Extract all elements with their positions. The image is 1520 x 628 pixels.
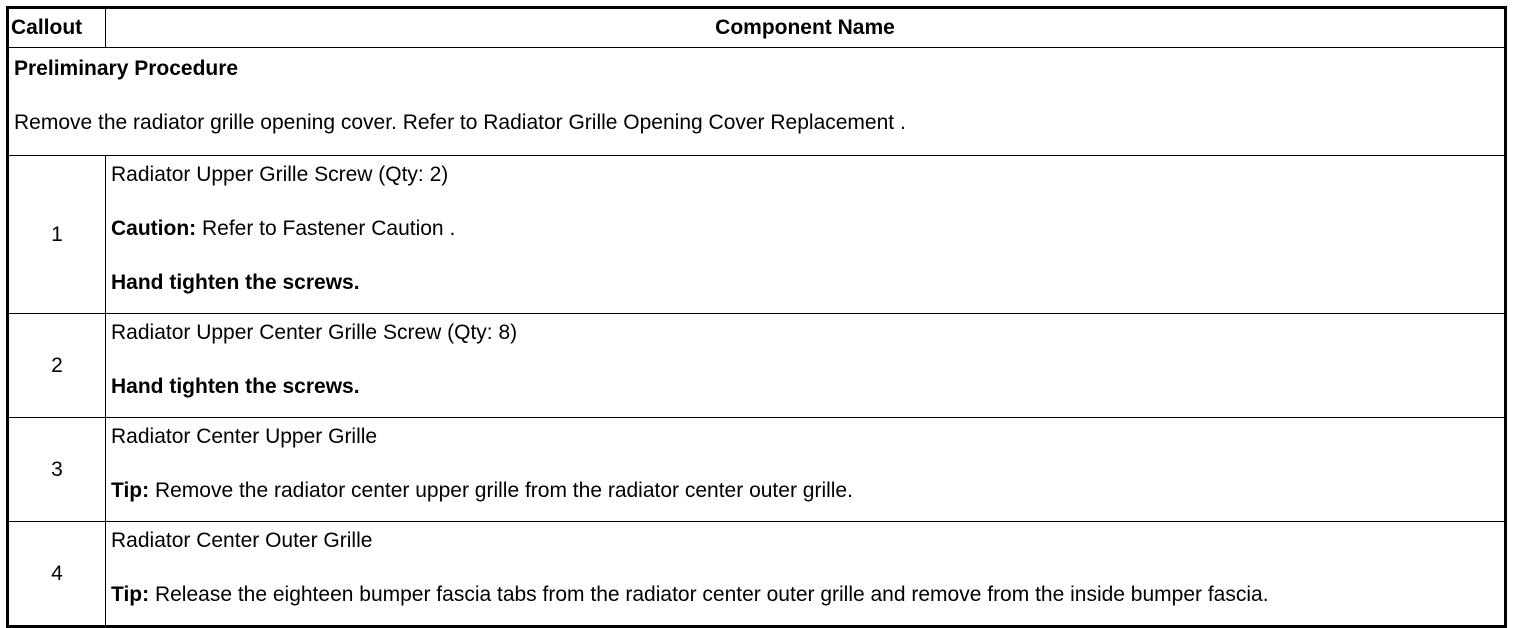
callout-number: 3 [8,418,106,522]
component-name: Radiator Upper Grille Screw (Qty: 2) [111,163,449,186]
note-text: Release the eighteen bumper fascia tabs from the radiator center outer grille and remove from the inside bumper fascia. [149,583,1269,606]
callout-number: 2 [8,314,106,418]
preliminary-text: Remove the radiator grille opening cover. Refer to Radiator Grille Opening Cover Replacement . [14,111,906,134]
preliminary-row [8,48,1506,156]
component-name: Radiator Center Upper Grille [111,425,378,448]
callout-header: Callout [8,8,106,48]
component-cell [106,522,1506,627]
component-name: Radiator Upper Center Grille Screw (Qty: 8) [111,321,518,344]
note-label: Caution: [111,217,197,240]
tip-note [111,583,1499,607]
component-cell [106,418,1506,522]
component-cell [106,156,1506,314]
note-text: Refer to Fastener Caution . [196,217,456,240]
table-row [8,156,1506,314]
table-row [8,314,1506,418]
table-row [8,522,1506,627]
instruction-text: Hand tighten the screws. [111,375,360,398]
table-row [8,418,1506,522]
tip-note [111,479,1499,503]
preliminary-title: Preliminary Procedure [14,57,239,80]
callout-number: 4 [8,522,106,627]
note-text: Remove the radiator center upper grille from the radiator center outer grille. [149,479,853,502]
component-name-header: Component Name [106,8,1506,48]
component-cell [106,314,1506,418]
component-name: Radiator Center Outer Grille [111,529,373,552]
caution-note [111,217,1499,241]
note-label: Tip: [111,583,150,606]
instruction-text: Hand tighten the screws. [111,271,360,294]
component-table [6,6,1507,628]
callout-number: 1 [8,156,106,314]
note-label: Tip: [111,479,150,502]
header-row [8,8,1506,48]
preliminary-cell [8,48,1506,156]
